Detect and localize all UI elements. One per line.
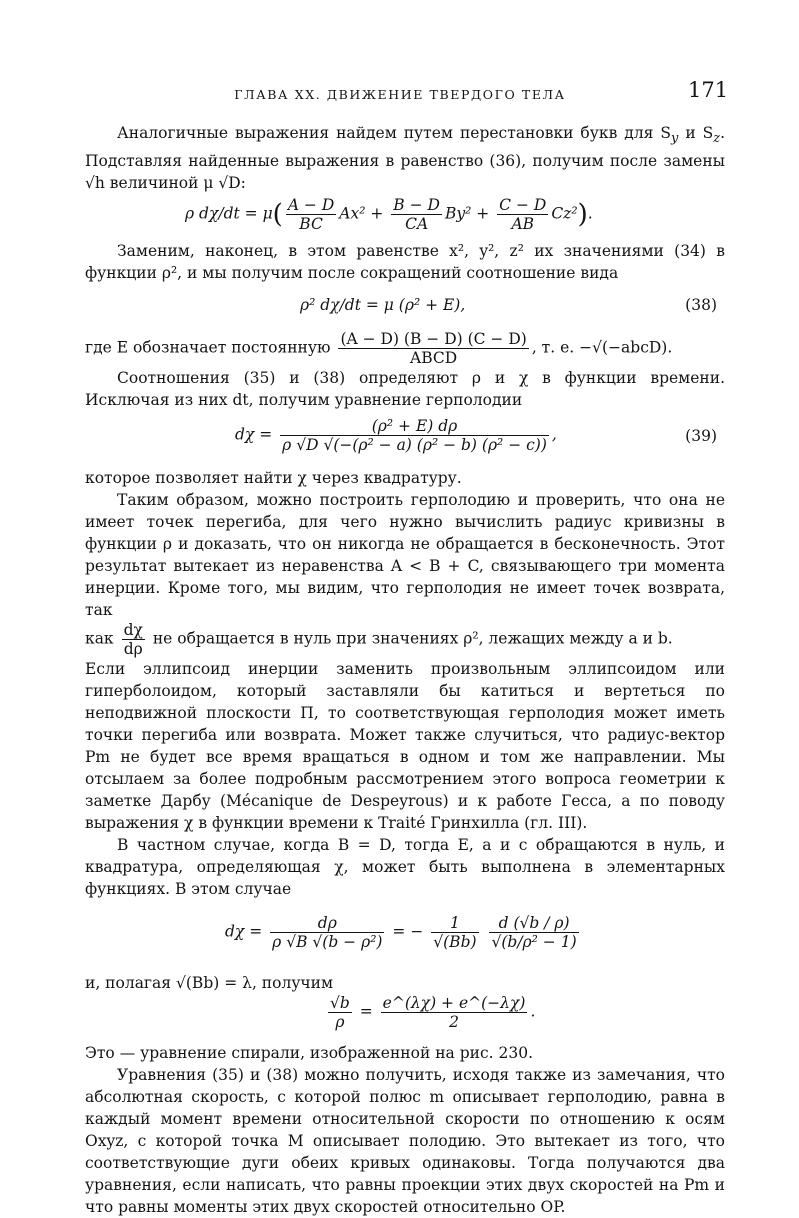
equation-special <box>85 900 725 972</box>
frac-num: d (√b / ρ) <box>489 914 578 933</box>
frac-den: dρ <box>123 640 143 659</box>
equation-number: (38) <box>685 296 717 315</box>
paragraph: Если эллипсоид инерции заменить произвольным эллипсоидом или гиперболоидом, который заставляли бы катиться и вертеться по неподвижной плоскости Π, то соответствующая герполодия может иметь точки перегиба или возврата. Может также случиться, что радиус-вектор Pm не будет все время вращаться в одном и том же направлении. Мы отсылаем за более подробным рассмотрением этого вопроса геометрии к заметке Дарбу (Mécanique de Despeyrous) и к работе Гесса, а по поводу выражения χ в функции времени к Traité Гринхилла (гл. III). <box>85 660 725 833</box>
running-title: ГЛАВА XX. ДВИЖЕНИЕ ТВЕРДОГО ТЕЛА <box>234 87 566 102</box>
page-number: 171 <box>688 78 729 102</box>
frac-num: dχ <box>123 621 143 640</box>
text-run: где E обозначает постоянную <box>85 338 331 357</box>
equation-38 <box>85 284 725 330</box>
paragraph: Это — уравнение спирали, изображенной на рис. 230. <box>85 1044 534 1063</box>
frac-den: CA <box>405 215 429 234</box>
paragraph: Заменим, наконец, в этом равенстве x², y², z² их значениями (34) в функции ρ², и мы получим после сокращений соотношение вида <box>85 242 725 283</box>
frac-den: √(Bb) <box>433 933 477 952</box>
frac-num: (ρ² + E) dρ <box>280 417 549 436</box>
equation-spiral: $\frac{√b}{\rho}$ = $\frac{e\^{}(\lambda\chi) + e\^{}(-\lambda\chi)}{2}$ . <box>330 994 536 1032</box>
paragraph <box>85 122 725 194</box>
frac-num: C − D <box>499 196 547 215</box>
eq-lhs: dχ = <box>235 425 273 444</box>
paragraph <box>85 621 725 658</box>
text-run: не обращается в нуль при значениях ρ², лежащих между a и b. <box>152 629 673 648</box>
paragraph: В частном случае, когда B = D, тогда E, a и c обращаются в нуль, и квадратура, определяющая χ, может быть выполнена в элементарных функциях. В этом случае <box>85 836 725 899</box>
frac-den: AB <box>511 215 535 234</box>
frac-den: BC <box>299 215 323 234</box>
frac-num: 1 <box>431 914 478 933</box>
page-body <box>85 122 725 1218</box>
equation-1: ρ dχ/dt = μ( $\frac{A - D}{BC}$ Ax² + $\frac{B - D}{CA}$ By² + $\frac{C - D}{AB}$ Cz²). <box>185 196 593 234</box>
eq-term: By² <box>444 204 472 223</box>
frac-den: √(b/ρ² − 1) <box>491 933 577 952</box>
frac-num: dρ <box>270 914 384 933</box>
text-run: , т. е. −√(−abcD). <box>531 338 673 357</box>
frac-den: 2 <box>449 1013 459 1032</box>
paragraph <box>85 330 725 367</box>
subscript: z <box>713 131 721 147</box>
frac-num: √b <box>330 994 350 1013</box>
equation-39: dχ = $\frac{\text{(ρ² + E) dρ}}{\text{ρ √D √(−(ρ² − a) (ρ² − b) (ρ² − c))}}$ , (39) <box>235 417 717 455</box>
text-run: величиной μ √D: <box>109 174 246 193</box>
eq-lhs: ρ dχ/dt = μ <box>185 204 273 223</box>
paragraph: Уравнения (35) и (38) можно получить, исходя также из замечания, что абсолютная скорость, с которой полюс m описывает герполодию, равна в каждый момент времени относительной скорости по отношению к осям Oxyz, с которой точка M описывает полодию. Это вытекает из того, что соответствующие дуги обеих кривых одинаковы. Тогда получаются два уравнения, если написать, что равны проекции этих двух скоростей на Pm и что равны моменты этих двух скоростей относительно OP. <box>85 1066 725 1217</box>
frac-num: B − D <box>393 196 440 215</box>
eq-term: Ax² <box>339 204 366 223</box>
paragraph: которое позволяет найти χ через квадратуру. <box>85 469 462 488</box>
text-run: . <box>720 124 725 142</box>
eq-lhs: dχ = <box>225 922 263 941</box>
frac-den: ABCD <box>410 349 458 368</box>
paragraph: Соотношения (35) и (38) определяют ρ и χ в функции времени. Исключая из них dt, получим уравнение герполодии <box>85 369 725 410</box>
frac-den: ρ √B √(b − ρ²) <box>272 933 383 952</box>
frac-den: ρ <box>335 1013 345 1032</box>
equation-number: (39) <box>685 427 717 446</box>
text-run: как <box>85 629 114 648</box>
eq-body: ρ² dχ/dt = μ (ρ² + E), <box>300 296 466 315</box>
text-run: Аналогичные выражения найдем путем перестановки букв для S <box>117 124 672 142</box>
paragraph: Таким образом, можно построить герполодию и проверить, что она не имеет точек перегиба, для чего нужно вычислить радиус кривизны в функции ρ и доказать, что он никогда не обращается в бесконечность. Этот результат вытекает из неравенства A < B + C, связывающего три момента инерции. Кроме того, мы видим, что герполодия не имеет точек возврата, так <box>85 491 725 620</box>
frac-num: e^(λχ) + e^(−λχ) <box>382 994 526 1013</box>
eq-term: Cz² <box>551 204 578 223</box>
text-run: Подставляя найденные выражения в равенство (36), получим после замены √h <box>85 152 725 193</box>
text-run: и S <box>678 124 714 142</box>
frac-num: (A − D) (B − D) (C − D) <box>340 330 527 349</box>
paragraph: и, полагая √(Bb) = λ, получим <box>85 974 334 993</box>
frac-den: ρ √D √(−(ρ² − a) (ρ² − b) (ρ² − c)) <box>282 436 547 455</box>
subscript: y <box>671 131 679 147</box>
eq-operator: = − <box>392 922 424 941</box>
frac-num: A − D <box>287 196 335 215</box>
